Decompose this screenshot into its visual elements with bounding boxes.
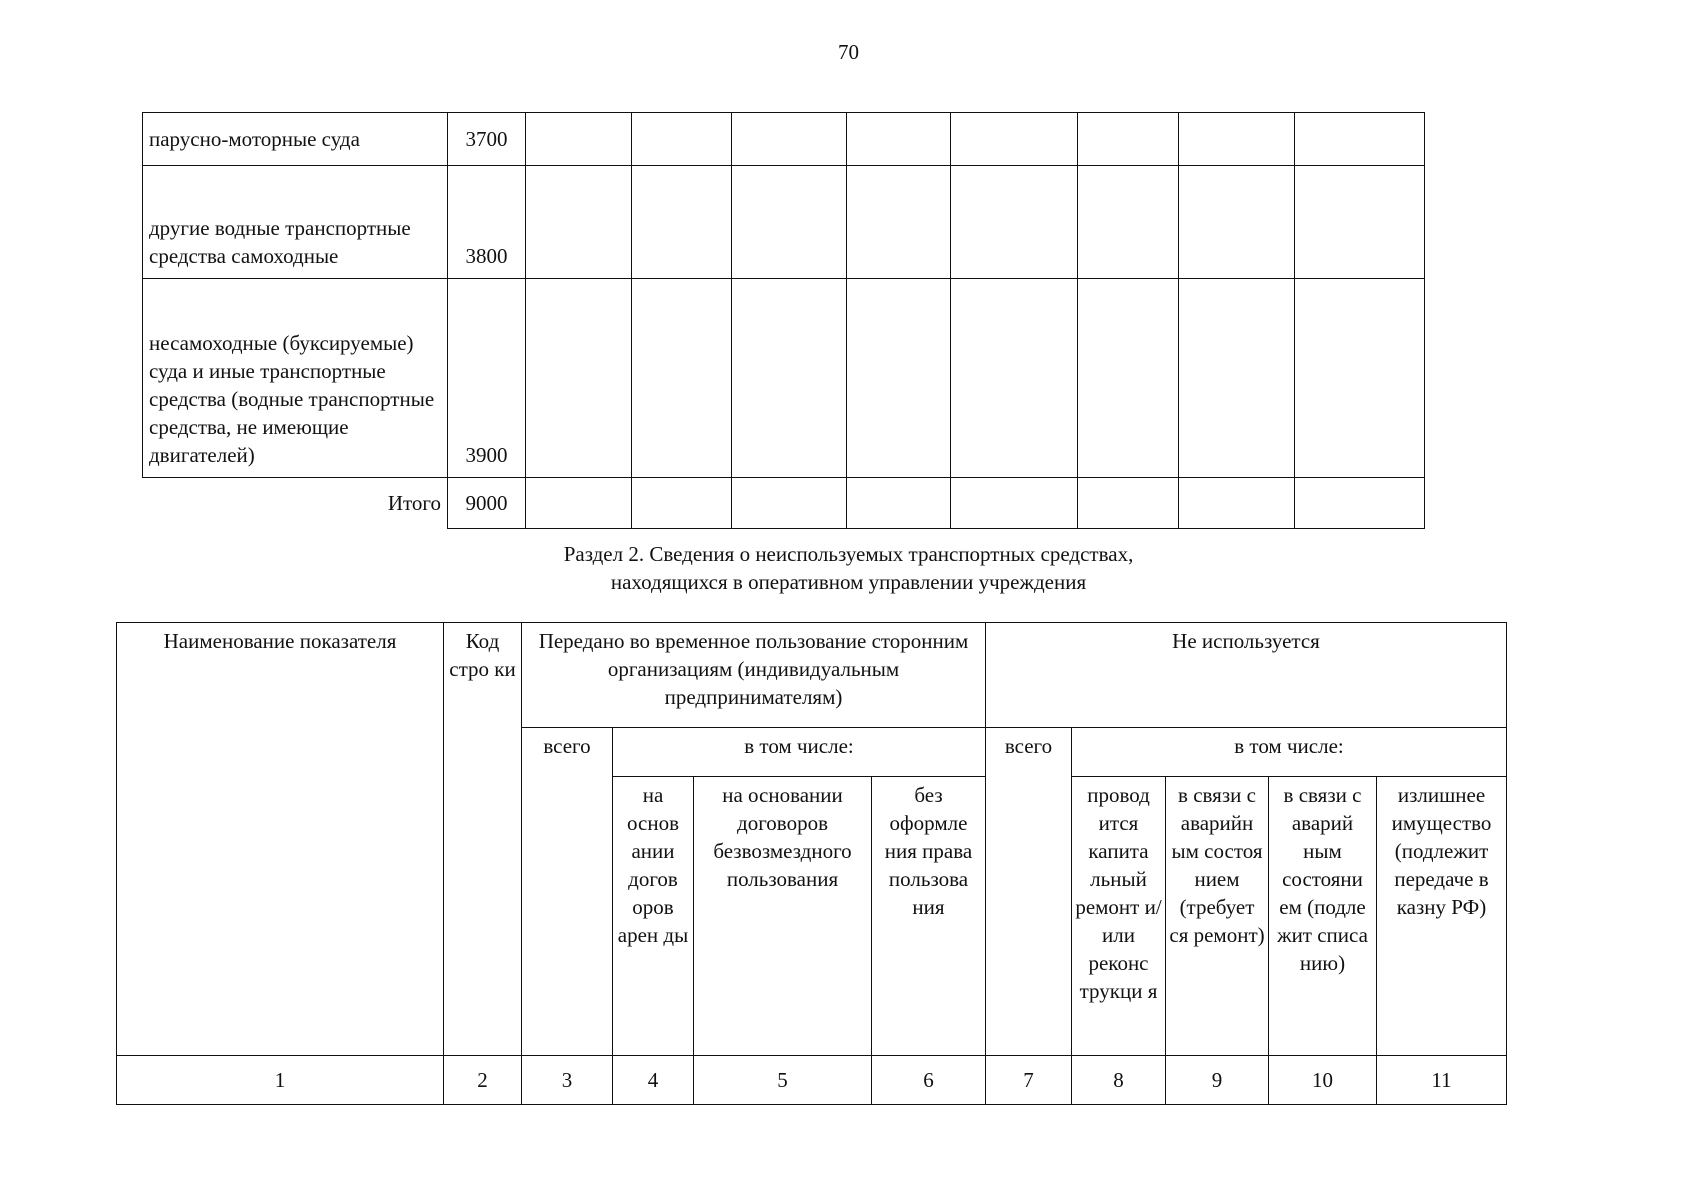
column-number: 3 [522,1056,613,1105]
free-use-header: на основании договоров безвозмездного пользования [694,777,872,1056]
table-row [143,166,1425,279]
not-used-total-header: всего [986,728,1072,1056]
column-number: 6 [872,1056,986,1105]
column-number: 8 [1072,1056,1166,1105]
page-number: 70 [838,40,859,64]
total-code: 9000 [448,478,526,529]
column-number: 5 [694,1056,872,1105]
not-used-including-header: в том числе: [1072,728,1507,777]
row-name: парусно-моторные суда [143,113,448,166]
unused-vehicles-table [116,622,1507,1105]
row-name: несамоходные (буксируемые) суда и иные транспортные средства (водные транспортные средства, не имеющие двигателей) [143,279,448,478]
repair-header: провод ится капита льный ремонт и/или реконс трукци я [1072,777,1166,1056]
table-row [143,279,1425,478]
emergency-writeoff-header: в связи с аварий ным состояни ем (подле жит списа нию) [1269,777,1377,1056]
no-registration-header: без оформле ния права пользова ния [872,777,986,1056]
table-row [143,113,1425,166]
section-title [0,540,1697,596]
column-number: 11 [1377,1056,1507,1105]
column-number: 2 [444,1056,522,1105]
section-title-line1: Раздел 2. Сведения о неиспользуемых транспортных средствах, [563,542,1134,566]
transferred-total-header: всего [522,728,613,1056]
surplus-header: излишнее имущество (подлежит передаче в казну РФ) [1377,777,1507,1056]
section-title-line2: находящихся в оперативном управлении учреждения [610,570,1087,594]
row-name: другие водные транспортные средства самоходные [143,166,448,279]
column-number: 7 [986,1056,1072,1105]
vehicles-continuation-table [142,112,1425,529]
header-row [117,623,1507,728]
not-used-header: Не используется [986,623,1507,728]
column-number: 4 [613,1056,694,1105]
row-code: 3800 [448,166,526,279]
row-code: 3900 [448,279,526,478]
indicator-header: Наименование показателя [117,623,444,1056]
column-numbers-row [117,1056,1507,1105]
column-number: 10 [1269,1056,1377,1105]
lease-header: на основ ании догов оров арен ды [613,777,694,1056]
total-row [143,478,1425,529]
emergency-repair-header: в связи с аварийн ым состоя нием (требует ся ремонт) [1166,777,1269,1056]
column-number: 1 [117,1056,444,1105]
transferred-header: Передано во временное пользование сторонним организациям (индивидуальным предпринимателям) [522,623,986,728]
row-code: 3700 [448,113,526,166]
column-number: 9 [1166,1056,1269,1105]
transferred-including-header: в том числе: [613,728,986,777]
code-header: Код стро ки [444,623,522,1056]
total-label: Итого [143,478,448,529]
